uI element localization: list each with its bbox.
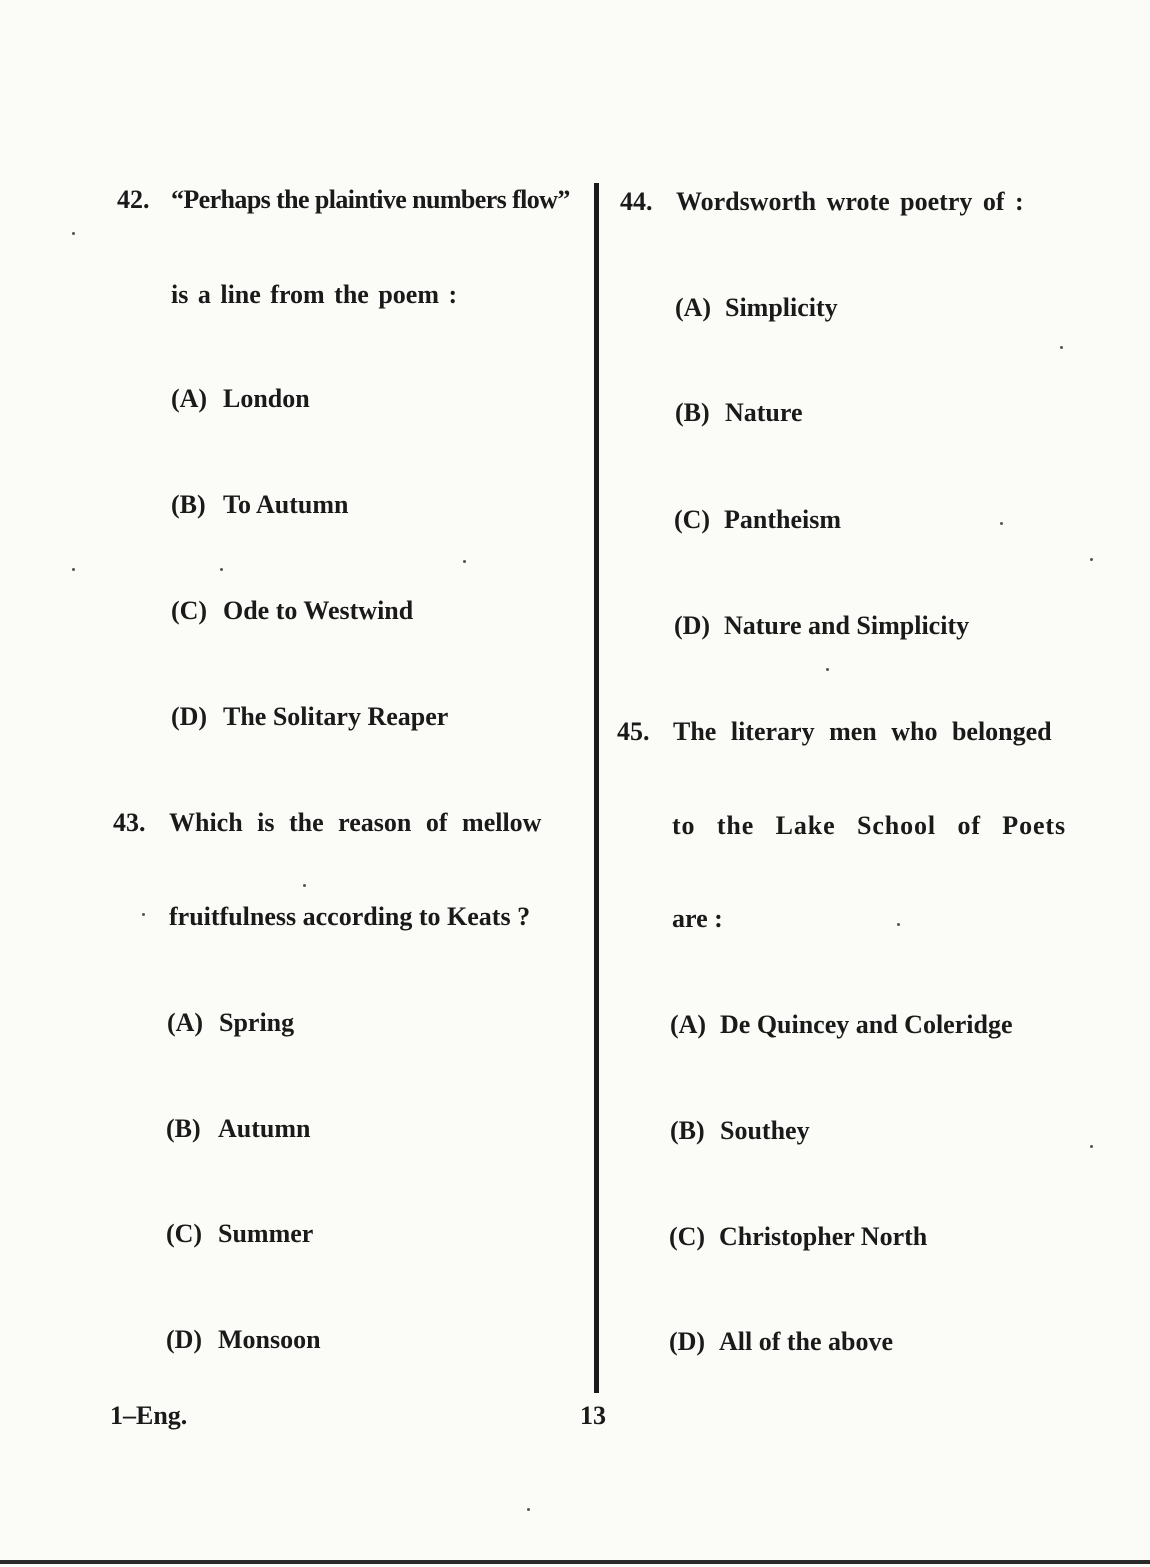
question-text-line: fruitfulness according to Keats ? [169, 902, 531, 931]
option-letter: (A) [171, 384, 208, 413]
option-text: De Quincey and Coleridge [720, 1010, 1013, 1039]
option-letter: (D) [674, 611, 711, 640]
speck [1090, 1145, 1093, 1148]
speck [826, 668, 829, 671]
question-number: 45. [617, 717, 650, 746]
option-text: London [223, 384, 310, 413]
page-number: 13 [580, 1401, 606, 1430]
question-text-line: “Perhaps the plaintive numbers flow” [171, 185, 570, 214]
paper-code: 1–Eng. [110, 1401, 188, 1430]
option-letter: (D) [669, 1327, 706, 1356]
question-text-line: to the Lake School of Poets [672, 811, 1066, 840]
question-text-line: are : [672, 904, 723, 933]
option-letter: (B) [675, 398, 710, 427]
question-text-line: Which is the reason of mellow [169, 808, 542, 837]
option-letter: (A) [670, 1010, 707, 1039]
option-letter: (A) [675, 293, 712, 322]
question-number: 42. [117, 185, 150, 214]
question-text-line: is a line from the poem : [171, 280, 458, 309]
speck [897, 923, 900, 926]
option-c [166, 1221, 313, 1247]
speck [142, 913, 145, 916]
option-d [669, 1329, 893, 1355]
option-text: The Solitary Reaper [223, 702, 449, 731]
option-a [167, 1010, 294, 1036]
option-text: Pantheism [724, 505, 841, 534]
question-text-line: Wordsworth wrote poetry of : [676, 187, 1024, 216]
speck [72, 232, 75, 235]
option-letter: (B) [166, 1114, 201, 1143]
option-letter: (D) [171, 702, 208, 731]
option-letter: (C) [674, 505, 711, 534]
option-letter: (B) [171, 490, 206, 519]
option-d [166, 1327, 321, 1353]
speck [72, 568, 75, 571]
speck [1090, 558, 1093, 561]
question-number: 43. [113, 808, 146, 837]
option-text: Ode to Westwind [223, 596, 414, 625]
option-b [166, 1116, 310, 1142]
option-text: Monsoon [218, 1325, 321, 1354]
option-c [171, 598, 413, 624]
option-letter: (C) [166, 1219, 203, 1248]
option-letter: (A) [167, 1008, 204, 1037]
option-text: Simplicity [725, 293, 838, 322]
option-text: Spring [219, 1008, 295, 1037]
speck [527, 1508, 530, 1511]
speck [463, 560, 466, 563]
speck [1000, 522, 1003, 525]
option-d [171, 704, 448, 730]
question-number: 44. [620, 187, 653, 216]
speck [1060, 346, 1063, 349]
option-b [670, 1118, 810, 1144]
option-c [669, 1224, 927, 1250]
option-c [674, 507, 841, 533]
option-letter: (B) [670, 1116, 705, 1145]
option-text: Southey [720, 1116, 810, 1145]
option-text: Nature [725, 398, 803, 427]
bottom-border [0, 1560, 1150, 1564]
option-text: Autumn [218, 1114, 311, 1143]
option-a [675, 295, 838, 321]
speck [220, 568, 223, 571]
option-letter: (C) [171, 596, 208, 625]
column-divider [594, 183, 599, 1393]
question-text-line: The literary men who belonged [673, 717, 1052, 746]
option-a [171, 386, 310, 412]
option-text: Summer [218, 1219, 314, 1248]
option-text: All of the above [719, 1327, 894, 1356]
option-text: To Autumn [223, 490, 349, 519]
option-a [670, 1012, 1013, 1038]
option-text: Christopher North [719, 1222, 928, 1251]
option-letter: (C) [669, 1222, 706, 1251]
speck [303, 884, 306, 887]
option-text: Nature and Simplicity [724, 611, 970, 640]
option-letter: (D) [166, 1325, 203, 1354]
option-b [171, 492, 349, 518]
option-d [674, 613, 969, 639]
option-b [675, 400, 803, 426]
